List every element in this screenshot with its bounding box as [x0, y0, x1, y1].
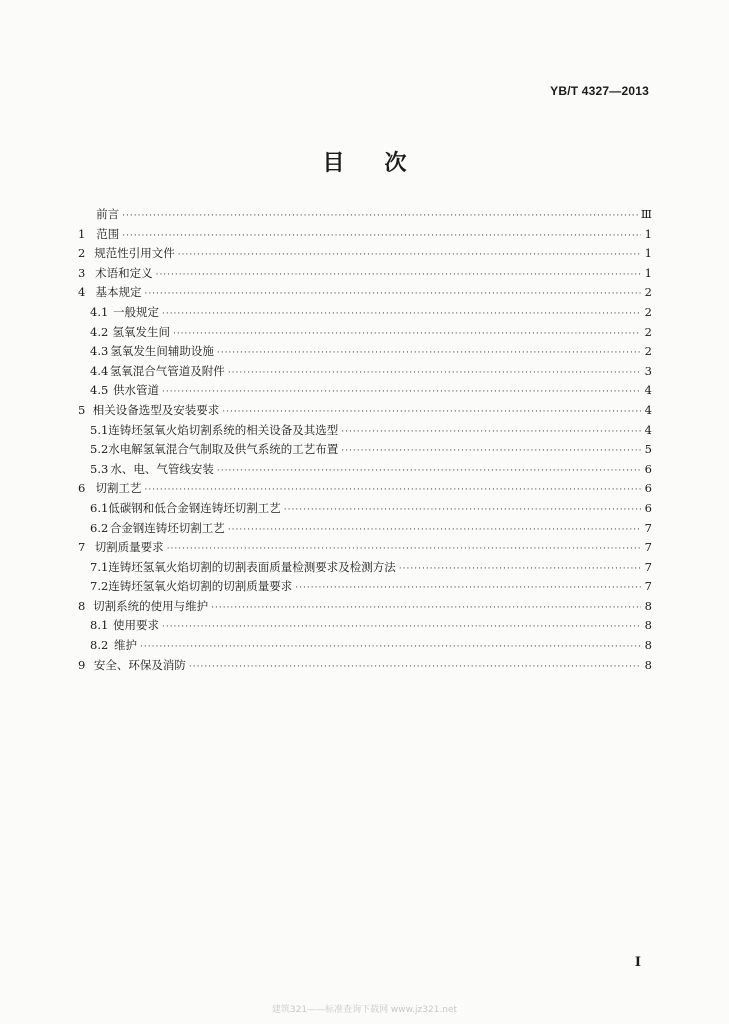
toc-leader-dots	[178, 250, 641, 260]
toc-entry-label: 氢氧混合气管道及附件	[109, 363, 225, 378]
toc-entry	[78, 637, 652, 657]
toc-entry-page: 6	[644, 481, 652, 496]
toc-entry-label: 安全、环保及消防	[93, 657, 186, 672]
toc-entry-number: 5.3	[90, 461, 109, 476]
toc-entry	[78, 343, 652, 363]
toc-entry-page: 1	[644, 265, 652, 280]
toc-entry	[78, 422, 652, 442]
toc-entry-number: 4.5	[90, 383, 109, 398]
toc-leader-dots	[222, 407, 641, 417]
toc-entry-page: 6	[644, 461, 652, 476]
toc-entry-label: 使用要求	[112, 618, 159, 633]
toc-entry-label: 切割系统的使用与维护	[93, 598, 209, 613]
toc-leader-dots	[341, 427, 641, 437]
toc-entry-page: 2	[644, 324, 652, 339]
page-number: I	[634, 955, 641, 970]
toc-entry-label: 低碳钢和低合金钢连铸坯切割工艺	[108, 500, 281, 515]
toc-leader-dots	[217, 348, 641, 358]
toc-entry-number: 4.1	[90, 304, 109, 319]
toc-leader-dots	[144, 289, 641, 299]
toc-entry-number: 5.1	[90, 422, 109, 437]
toc-leader-dots	[162, 622, 641, 632]
toc-entry-page: 1	[644, 246, 652, 261]
toc-leader-dots	[341, 446, 641, 456]
toc-entry-label: 供水管道	[112, 383, 159, 398]
toc-entry-number: 4	[78, 285, 86, 300]
toc-entry-label: 连铸坯氢氧火焰切割系统的相关设备及其选型	[108, 422, 339, 437]
toc-entry-page: 8	[644, 638, 652, 653]
toc-entry-label: 切割质量要求	[94, 540, 164, 555]
toc-leader-dots	[295, 583, 641, 593]
toc-entry-label: 规范性引用文件	[94, 246, 175, 261]
toc-leader-dots	[399, 564, 641, 574]
toc-entry-number: 8.2	[90, 638, 109, 653]
toc-entry-label: 氢氧发生间	[112, 324, 170, 339]
toc-leader-dots	[144, 485, 641, 495]
toc-entry-page: 3	[644, 363, 652, 378]
watermark: 建筑321——标准查询下载网 www.jz321.net	[271, 1005, 458, 1015]
toc-entry-label: 一般规定	[112, 304, 159, 319]
toc-entry-number: 6.1	[90, 500, 109, 515]
toc-entry-number: 5	[78, 402, 86, 417]
toc-entry-label: 氢氧发生间辅助设施	[110, 344, 214, 359]
toc-entry	[78, 226, 652, 246]
toc-entry	[78, 324, 652, 344]
toc-entry	[78, 617, 652, 637]
toc-entry	[78, 657, 652, 677]
toc-entry	[78, 265, 652, 285]
toc-entry	[78, 598, 652, 618]
toc-leader-dots	[140, 642, 641, 652]
toc-entry	[78, 578, 652, 598]
toc-entry	[78, 363, 652, 383]
toc-entry-page: 4	[644, 402, 652, 417]
toc-entry-number: 7.2	[90, 579, 109, 594]
toc-leader-dots	[211, 603, 641, 613]
toc-entry-page: 8	[644, 618, 652, 633]
toc-entry-page: 4	[644, 383, 652, 398]
toc-entry	[78, 520, 652, 540]
toc-entry	[78, 559, 652, 579]
toc-entry-page: Ⅲ	[640, 207, 652, 221]
toc-entry-number: 6.2	[90, 520, 109, 535]
toc-leader-dots	[228, 368, 641, 378]
toc-entry	[78, 539, 652, 559]
toc-entry-page: 2	[644, 285, 652, 300]
toc-entry-page: 8	[644, 598, 652, 613]
toc-entry-number: 7	[78, 540, 86, 555]
toc-entry-label: 连铸坯氢氧火焰切割的切割表面质量检测要求及检测方法	[108, 559, 396, 574]
toc-entry-label: 前言	[96, 207, 120, 221]
toc-entry-page: 6	[644, 500, 652, 515]
toc-entry	[78, 402, 652, 422]
toc-entry-number: 1	[78, 226, 86, 241]
page-title	[0, 146, 729, 177]
toc-entry	[78, 245, 652, 265]
toc-entry-page: 8	[644, 657, 652, 672]
toc-leader-dots	[189, 662, 641, 672]
toc-entry-number: 2	[78, 246, 86, 261]
toc-entry-label: 水、电、气管线安装	[110, 461, 214, 476]
toc-entry-label: 术语和定义	[95, 265, 153, 280]
toc-entry-page: 1	[644, 226, 652, 241]
toc-entry-label: 相关设备选型及安装要求	[92, 402, 220, 417]
toc-entry-label: 连铸坯氢氧火焰切割的切割质量要求	[108, 579, 293, 594]
table-of-contents	[78, 206, 652, 676]
toc-leader-dots	[217, 466, 641, 476]
document-code: YB/T 4327—2013	[550, 84, 649, 98]
toc-entry-page: 2	[644, 304, 652, 319]
toc-leader-dots	[122, 231, 641, 241]
toc-entry	[78, 382, 652, 402]
toc-entry-page: 7	[644, 520, 652, 535]
toc-entry	[78, 461, 652, 481]
toc-entry-number: 4.4	[90, 363, 109, 378]
toc-entry-label: 水电解氢氧混合气制取及供气系统的工艺布置	[108, 442, 339, 457]
toc-leader-dots	[162, 309, 641, 319]
toc-entry-label: 维护	[114, 638, 138, 653]
toc-entry-page: 5	[644, 442, 652, 457]
toc-entry-label: 合金钢连铸坯切割工艺	[109, 520, 225, 535]
toc-leader-dots	[228, 525, 641, 535]
toc-entry-number: 9	[78, 657, 86, 672]
toc-leader-dots	[122, 211, 638, 221]
toc-entry	[78, 304, 652, 324]
toc-entry-page: 7	[644, 540, 652, 555]
toc-leader-dots	[284, 505, 641, 515]
toc-entry-label: 切割工艺	[95, 481, 142, 496]
toc-entry	[78, 206, 652, 226]
toc-entry-page: 7	[644, 579, 652, 594]
toc-entry-page: 4	[644, 422, 652, 437]
toc-entry-number: 8	[78, 598, 86, 613]
toc-entry	[78, 500, 652, 520]
toc-entry-page: 2	[644, 344, 652, 359]
toc-entry-label: 基本规定	[95, 285, 142, 300]
toc-entry	[78, 441, 652, 461]
toc-entry-number: 4.2	[90, 324, 109, 339]
toc-entry-number: 4.3	[90, 344, 109, 359]
toc-leader-dots	[162, 387, 641, 397]
toc-entry	[78, 284, 652, 304]
toc-entry-label: 范围	[96, 226, 120, 241]
toc-entry-number: 3	[78, 265, 86, 280]
toc-entry-number: 8.1	[90, 618, 109, 633]
toc-leader-dots	[167, 544, 641, 554]
toc-entry-page: 7	[644, 559, 652, 574]
toc-entry-number: 7.1	[90, 559, 109, 574]
title-char-1: 目	[322, 150, 345, 176]
toc-entry-number: 6	[78, 481, 86, 496]
toc-leader-dots	[156, 270, 641, 280]
title-char-2: 次	[384, 150, 407, 176]
toc-entry-number: 5.2	[90, 442, 109, 457]
toc-entry	[78, 480, 652, 500]
toc-leader-dots	[173, 329, 641, 339]
